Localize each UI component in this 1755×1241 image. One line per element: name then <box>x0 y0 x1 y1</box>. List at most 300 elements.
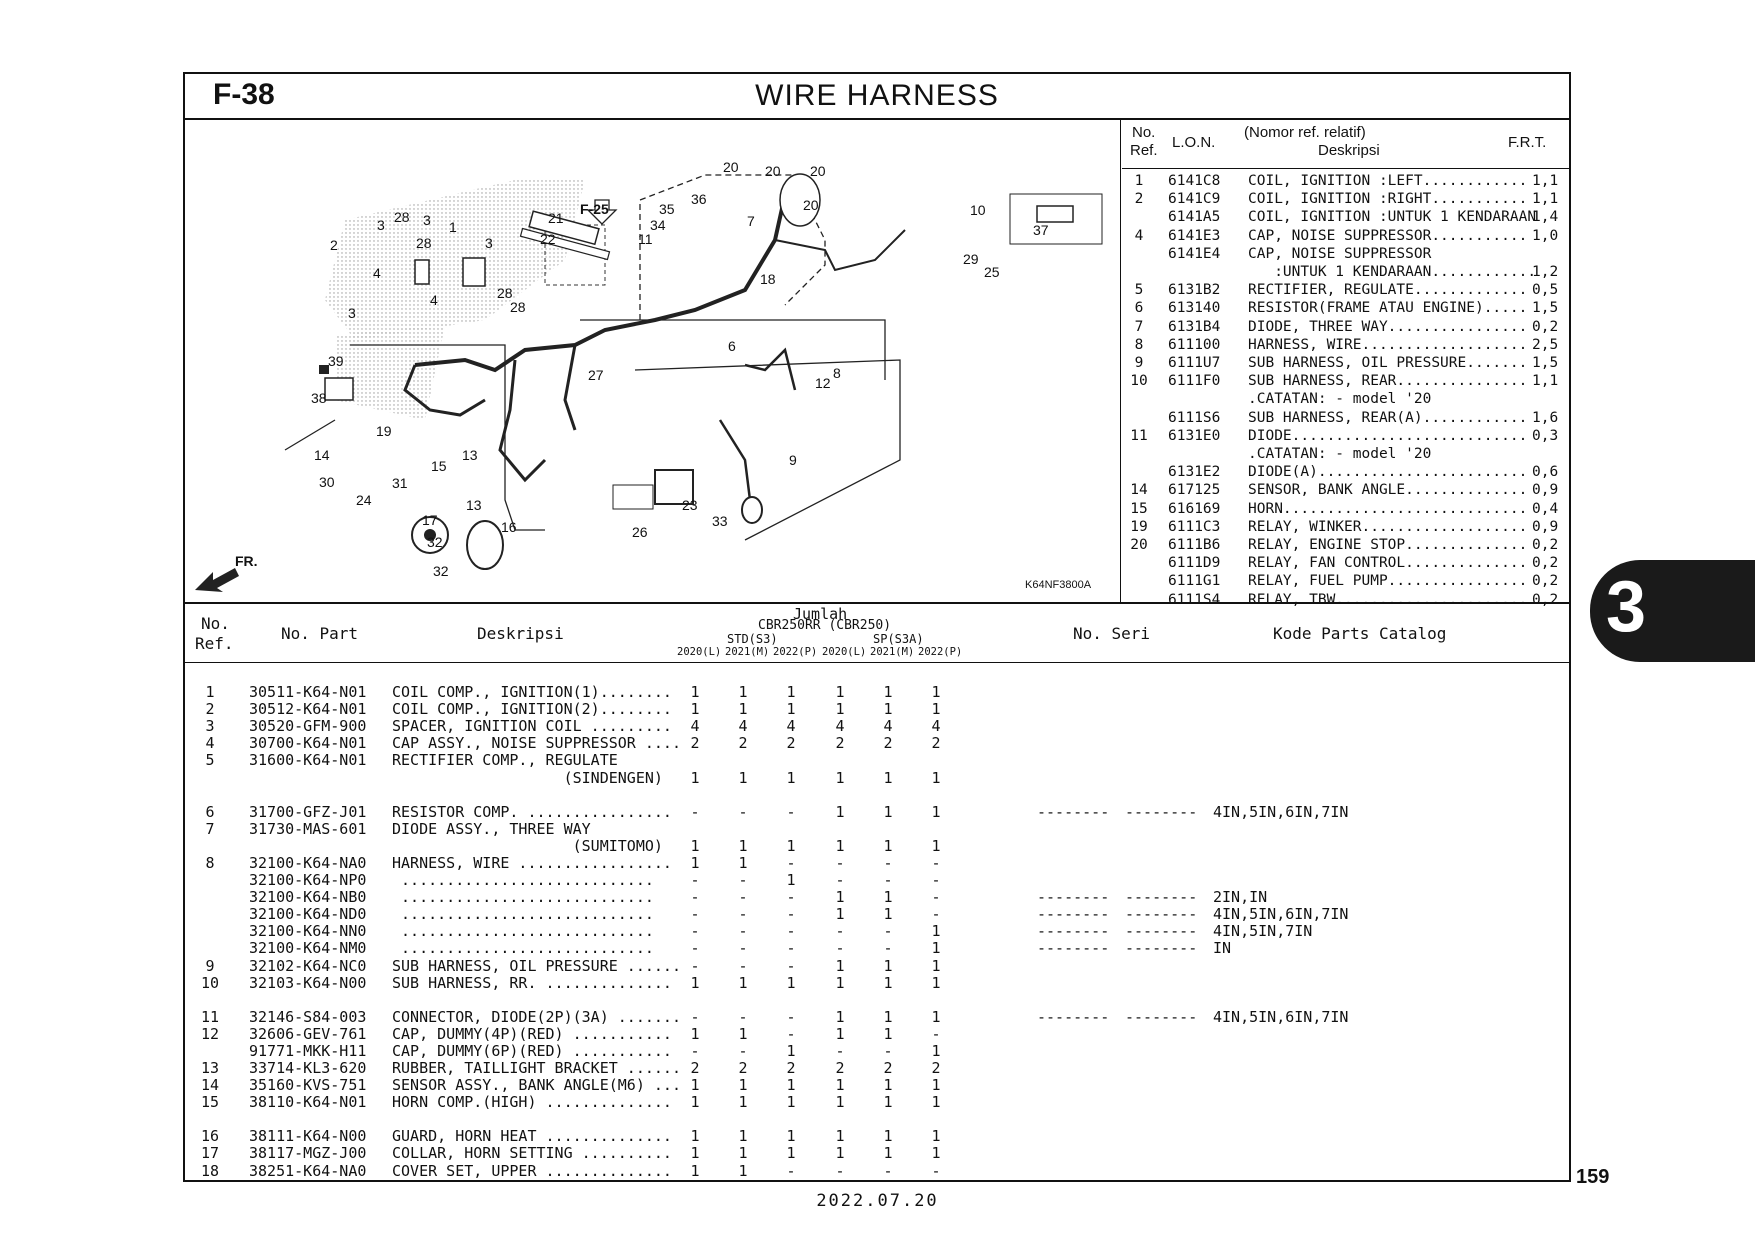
serial-to: -------- <box>1125 888 1198 907</box>
callout-label: 25 <box>984 264 1000 280</box>
table-row <box>185 752 1569 769</box>
ref-row <box>1122 390 1569 408</box>
callout-label: 11 <box>638 231 653 247</box>
part-qty: - <box>931 853 941 872</box>
part-qty: 1 <box>786 700 796 719</box>
callout-label: 16 <box>501 519 517 535</box>
ref-lon: 6111B6 <box>1168 537 1221 553</box>
part-ref-no: 4 <box>205 734 215 753</box>
table-row <box>185 940 1569 957</box>
ref-desc: RELAY, WINKER................... <box>1248 518 1528 535</box>
ref-lon: 6141C9 <box>1168 191 1221 208</box>
table-row <box>185 821 1569 838</box>
ref-row <box>1122 445 1569 463</box>
callout-label: 3 <box>348 305 356 321</box>
part-qty: 1 <box>738 700 748 719</box>
ref-desc: RELAY, ENGINE STOP.............. <box>1248 537 1528 553</box>
part-description: (SUMITOMO) <box>392 836 663 855</box>
part-qty: 1 <box>835 1127 845 1146</box>
ref-no: 15 <box>1130 500 1148 517</box>
part-qty: 1 <box>690 1076 700 1095</box>
ref-no: 5 <box>1134 282 1144 299</box>
part-number: 32606-GEV-761 <box>249 1024 367 1043</box>
part-qty: 1 <box>835 768 845 787</box>
callout-label: 26 <box>632 524 648 540</box>
table-row <box>185 1060 1569 1077</box>
part-qty: 1 <box>738 836 748 855</box>
part-qty: - <box>786 905 796 924</box>
part-qty: 1 <box>738 1144 748 1163</box>
ref-desc: .CATATAN: - model '20 <box>1248 446 1432 462</box>
part-qty: - <box>690 1007 700 1026</box>
dotted-area <box>325 180 585 340</box>
section-code: F-38 <box>213 78 275 111</box>
ref-frt: 0,2 <box>1532 318 1559 335</box>
ref-row <box>1122 299 1569 317</box>
part-qty: 1 <box>786 836 796 855</box>
part-description: ............................ <box>392 888 654 907</box>
callout-label: 6 <box>728 338 736 354</box>
part-qty: 1 <box>738 1161 748 1180</box>
diagram-code: K64NF3800A <box>1025 579 1092 591</box>
ref-desc: SUB HARNESS, OIL PRESSURE....... <box>1248 355 1528 371</box>
part-qty: 1 <box>883 1127 893 1146</box>
table-row <box>185 1026 1569 1043</box>
part-description: RESISTOR COMP. ................ <box>392 802 672 821</box>
ref-desc: RESISTOR(FRAME ATAU ENGINE)..... <box>1248 300 1528 317</box>
callout-label: 20 <box>810 163 826 179</box>
ref-row <box>1122 336 1569 354</box>
ref-row <box>1122 208 1569 226</box>
table-row <box>185 906 1569 923</box>
part-qty: 1 <box>738 683 748 701</box>
catalog-page-frame <box>183 72 1571 1182</box>
ref-desc: RELAY, FUEL PUMP................ <box>1248 573 1528 590</box>
callout-label: 17 <box>422 512 438 528</box>
ref-no: 20 <box>1130 537 1148 553</box>
ref-no: 9 <box>1134 355 1144 371</box>
part-number: 30700-K64-N01 <box>249 734 367 753</box>
ref-lon: 6111S4 <box>1168 591 1221 608</box>
page-header <box>185 74 1569 120</box>
ref-lon: 6111U7 <box>1168 355 1221 371</box>
ref-no: 6 <box>1134 300 1144 317</box>
ref-head-deskripsi: Deskripsi <box>1318 142 1380 159</box>
part-description: COLLAR, HORN SETTING .......... <box>392 1144 672 1163</box>
part-qty: 1 <box>690 700 700 719</box>
sub-harness-9 <box>745 350 795 390</box>
part-ref-no: 3 <box>205 717 215 736</box>
horn-guard <box>467 521 503 569</box>
ref-row <box>1122 372 1569 390</box>
ref-lon: 6141A5 <box>1168 209 1221 226</box>
part-number: 31600-K64-N01 <box>249 751 367 770</box>
part-description: HARNESS, WIRE ................. <box>392 853 672 872</box>
part-qty: - <box>738 888 748 907</box>
ref-frt: 0,2 <box>1532 555 1559 572</box>
part-ref-no: 7 <box>205 819 215 838</box>
ref-frt: 0,9 <box>1532 518 1559 535</box>
serial-to: -------- <box>1125 802 1198 821</box>
ref-no: 14 <box>1130 482 1148 499</box>
part-qty: - <box>690 802 700 821</box>
callout-label: 28 <box>510 299 526 315</box>
ref-frt: 1,1 <box>1532 173 1559 189</box>
ref-desc: DIODE........................... <box>1248 427 1528 444</box>
callout-label: F-25 <box>580 201 609 217</box>
part-qty: 1 <box>883 700 893 719</box>
part-description: COIL COMP., IGNITION(2)........ <box>392 700 672 719</box>
ref-frt: 1,1 <box>1532 373 1559 390</box>
callout-label: 29 <box>963 251 979 267</box>
table-row <box>185 1128 1569 1145</box>
part-description: SUB HARNESS, OIL PRESSURE ...... <box>392 956 681 975</box>
ref-row <box>1122 172 1569 190</box>
ref-head-nomor: (Nomor ref. relatif) <box>1244 124 1366 141</box>
part-qty: - <box>835 1041 845 1060</box>
ref-frt: 1,5 <box>1532 355 1559 371</box>
table-row <box>185 1145 1569 1162</box>
ref-row <box>1122 245 1569 263</box>
part-description: CAP, DUMMY(6P)(RED) ........... <box>392 1041 672 1060</box>
part-ref-no: 16 <box>200 1127 220 1146</box>
harness-branch <box>565 345 575 430</box>
exploded-diagram <box>185 120 1121 602</box>
part-qty: 1 <box>883 973 893 992</box>
part-qty: 1 <box>690 836 700 855</box>
table-row <box>185 838 1569 855</box>
ref-desc: COIL, IGNITION :RIGHT........... <box>1248 191 1528 208</box>
part-qty: 1 <box>883 888 893 907</box>
part-description: (SINDENGEN) <box>392 768 663 787</box>
ref-desc: COIL, IGNITION :UNTUK 1 KENDARAAN <box>1248 209 1537 226</box>
part-qty: 1 <box>690 768 700 787</box>
part-qty: - <box>786 956 796 975</box>
part-qty: - <box>786 853 796 872</box>
part-qty: - <box>738 956 748 975</box>
chapter-tab <box>1590 560 1755 662</box>
wire-harness-diagram <box>185 120 1120 602</box>
part-qty: 1 <box>883 768 893 787</box>
part-qty: 1 <box>835 1093 845 1112</box>
part-qty: 1 <box>690 1127 700 1146</box>
part-qty: - <box>931 1024 941 1043</box>
ref-lon: 613140 <box>1168 300 1221 317</box>
part-description: RUBBER, TAILLIGHT BRACKET ...... <box>392 1059 681 1077</box>
ref-no: 8 <box>1134 336 1144 353</box>
part-qty: 1 <box>786 1041 796 1060</box>
ref-row <box>1122 463 1569 481</box>
callout-label: 20 <box>803 197 819 213</box>
part-qty: - <box>786 1024 796 1043</box>
ref-frt: 0,3 <box>1532 427 1559 444</box>
part-qty: - <box>883 871 893 889</box>
part-qty: 2 <box>786 734 796 753</box>
table-row <box>185 684 1569 701</box>
part-ref-no: 15 <box>200 1093 220 1112</box>
ref-lon: 617125 <box>1168 482 1221 499</box>
callout-label: 22 <box>540 231 556 247</box>
callout-label: 12 <box>815 375 831 391</box>
parts-head-year-5: 2021(M) <box>870 646 915 658</box>
ref-no: 10 <box>1130 373 1148 390</box>
table-row <box>185 923 1569 940</box>
part-qty: 1 <box>835 1007 845 1026</box>
part-qty: - <box>690 871 700 889</box>
table-row <box>185 1009 1569 1026</box>
ref-frt: 0,5 <box>1532 282 1559 299</box>
ref-frt: 0,2 <box>1532 537 1559 553</box>
parts-head-std: STD(S3) <box>727 632 778 646</box>
table-row <box>185 735 1569 752</box>
callout-label: 7 <box>747 213 755 229</box>
part-description: ............................ <box>392 871 654 889</box>
sub-harness-9-tail <box>720 420 750 500</box>
part-number: 33714-KL3-620 <box>249 1059 367 1077</box>
part-qty: 2 <box>690 734 700 753</box>
part-qty: - <box>835 871 845 889</box>
ref-desc: RELAY, FAN CONTROL.............. <box>1248 555 1528 572</box>
part-qty: 2 <box>738 734 748 753</box>
part-number: 38117-MGZ-J00 <box>249 1144 367 1163</box>
callout-label: 32 <box>427 534 443 550</box>
chapter-number: 3 <box>1606 567 1647 647</box>
part-qty: - <box>738 905 748 924</box>
ref-row <box>1122 536 1569 554</box>
ref-head-frt: F.R.T. <box>1508 134 1547 151</box>
part-qty: 1 <box>690 683 700 701</box>
part-qty: 1 <box>690 1161 700 1180</box>
part-qty: - <box>883 922 893 941</box>
part-qty: 1 <box>931 1093 941 1112</box>
ref-lon: 6141E4 <box>1168 245 1221 262</box>
part-qty: - <box>786 922 796 941</box>
part-qty: 1 <box>738 1127 748 1146</box>
ref-frt: 1,5 <box>1532 300 1559 317</box>
ref-lon: 6131B4 <box>1168 318 1221 335</box>
part-qty: 1 <box>738 1024 748 1043</box>
ref-desc: :UNTUK 1 KENDARAAN............ <box>1248 264 1537 280</box>
part-qty: 2 <box>931 734 941 753</box>
callout-label: 38 <box>311 390 327 406</box>
part-qty: 1 <box>931 836 941 855</box>
part-qty: 2 <box>931 1059 941 1077</box>
part-number: 32100-K64-NM0 <box>249 939 367 958</box>
ref-no: 11 <box>1130 427 1148 444</box>
part-qty: 1 <box>931 802 941 821</box>
part-qty: 1 <box>931 683 941 701</box>
ref-lon: 6111G1 <box>1168 573 1221 590</box>
part-ref-no: 10 <box>200 973 220 992</box>
part-qty: - <box>690 888 700 907</box>
part-ref-no: 8 <box>205 853 215 872</box>
part-description: SPACER, IGNITION COIL ......... <box>392 717 672 736</box>
ref-lon: 6141C8 <box>1168 173 1221 189</box>
catalog-code: 4IN,5IN,6IN,7IN <box>1213 802 1349 821</box>
serial-from: -------- <box>1037 888 1110 907</box>
ref-row <box>1122 500 1569 518</box>
ref-frt: 1,0 <box>1532 227 1559 244</box>
callout-label: 21 <box>548 210 564 226</box>
part-qty: 1 <box>835 683 845 701</box>
sub-harness-10 <box>775 230 905 270</box>
part-qty: 1 <box>931 768 941 787</box>
ref-lon: 6111C3 <box>1168 518 1221 535</box>
part-qty: 2 <box>835 1059 845 1077</box>
part-qty: 4 <box>883 717 893 736</box>
ref-desc: HARNESS, WIRE................... <box>1248 336 1528 353</box>
callout-label: 4 <box>430 292 438 308</box>
part-qty: - <box>690 956 700 975</box>
ref-lon: 6141E3 <box>1168 227 1221 244</box>
part-qty: - <box>835 1161 845 1180</box>
part-qty: - <box>883 1161 893 1180</box>
callout-label: 18 <box>760 271 776 287</box>
part-qty: 1 <box>931 973 941 992</box>
part-qty: 2 <box>835 734 845 753</box>
parts-head-sp: SP(S3A) <box>873 632 924 646</box>
ref-desc: RELAY, TBW...................... <box>1248 591 1528 608</box>
ref-no: 19 <box>1130 518 1148 535</box>
catalog-code: 4IN,5IN,7IN <box>1213 922 1313 941</box>
ref-row <box>1122 518 1569 536</box>
part-qty: 1 <box>835 802 845 821</box>
part-qty: 1 <box>931 1076 941 1095</box>
part-qty: 1 <box>835 1076 845 1095</box>
callout-label: 13 <box>462 447 478 463</box>
part-description: HORN COMP.(HIGH) .............. <box>392 1093 672 1112</box>
callout-label: 10 <box>970 202 986 218</box>
part-qty: 1 <box>931 700 941 719</box>
part-description: COVER SET, UPPER .............. <box>392 1161 672 1180</box>
parts-table-header <box>185 602 1569 663</box>
ref-desc: SENSOR, BANK ANGLE.............. <box>1248 482 1528 499</box>
ref-no: 1 <box>1134 173 1144 189</box>
callout-label: 37 <box>1033 222 1049 238</box>
part-ref-no: 17 <box>200 1144 220 1163</box>
part-number: 32102-K64-NC0 <box>249 956 367 975</box>
part-qty: 1 <box>883 1144 893 1163</box>
part-qty: 2 <box>786 1059 796 1077</box>
part-ref-no: 9 <box>205 956 215 975</box>
part-qty: - <box>786 939 796 958</box>
ref-no: 7 <box>1134 318 1144 335</box>
ref-head-ref: Ref. <box>1130 142 1158 159</box>
page-title: WIRE HARNESS <box>755 79 999 112</box>
ref-row <box>1122 318 1569 336</box>
part-number: 91771-MKK-H11 <box>249 1041 367 1060</box>
ref-row <box>1122 354 1569 372</box>
ref-desc: HORN............................ <box>1248 500 1528 517</box>
part-qty: 1 <box>835 973 845 992</box>
catalog-code: 4IN,5IN,6IN,7IN <box>1213 1007 1349 1026</box>
part-number: 30520-GFM-900 <box>249 717 367 736</box>
table-row <box>185 889 1569 906</box>
ref-desc: CAP, NOISE SUPPRESSOR........... <box>1248 227 1528 244</box>
ref-frt: 0,2 <box>1532 573 1559 590</box>
parts-table-body <box>185 662 1569 1182</box>
part-ref-no: 6 <box>205 802 215 821</box>
part-qty: 1 <box>883 956 893 975</box>
part-qty: 1 <box>931 1127 941 1146</box>
callout-label: 39 <box>328 353 344 369</box>
parts-head-year-3: 2022(P) <box>773 646 818 658</box>
part-description: COIL COMP., IGNITION(1)........ <box>392 683 672 701</box>
diode-37 <box>1037 206 1073 222</box>
callout-label: 32 <box>433 563 449 579</box>
table-row <box>185 872 1569 889</box>
part-description: RECTIFIER COMP., REGULATE <box>392 751 618 770</box>
part-ref-no: 13 <box>200 1059 220 1077</box>
parts-head-ref: Ref. <box>195 634 234 653</box>
part-ref-no: 5 <box>205 751 215 770</box>
callout-label: 30 <box>319 474 335 490</box>
part-qty: 1 <box>835 905 845 924</box>
ref-lon: 6111D9 <box>1168 555 1221 572</box>
part-description: CAP, DUMMY(4P)(RED) ........... <box>392 1024 672 1043</box>
part-qty: - <box>835 853 845 872</box>
part-description: ............................ <box>392 905 654 924</box>
ref-desc: DIODE, THREE WAY................ <box>1248 318 1528 335</box>
parts-head-year-2: 2021(M) <box>725 646 770 658</box>
part-qty: 1 <box>786 683 796 701</box>
parts-head-model: CBR250RR (CBR250) <box>758 618 892 633</box>
ref-no: 4 <box>1134 227 1144 244</box>
callout-label: 8 <box>833 365 841 381</box>
table-row <box>185 855 1569 872</box>
catalog-code: IN <box>1213 939 1232 958</box>
part-description: SENSOR ASSY., BANK ANGLE(M6) ... <box>392 1076 681 1095</box>
part-ref-no: 14 <box>200 1076 220 1095</box>
callout-label: 23 <box>682 497 698 513</box>
ref-lon: 616169 <box>1168 500 1221 517</box>
table-row <box>185 804 1569 821</box>
serial-to: -------- <box>1125 939 1198 958</box>
ref-frt: 0,4 <box>1532 500 1559 517</box>
table-row <box>185 975 1569 992</box>
callout-label: 4 <box>373 265 381 281</box>
part-number: 38110-K64-N01 <box>249 1093 367 1112</box>
part-number: 30512-K64-N01 <box>249 700 367 719</box>
ref-lon: 6111S6 <box>1168 409 1221 426</box>
table-row <box>185 1077 1569 1094</box>
ref-row <box>1122 227 1569 245</box>
serial-from: -------- <box>1037 1007 1110 1026</box>
part-qty: - <box>738 939 748 958</box>
part-description: SUB HARNESS, RR. .............. <box>392 973 672 992</box>
part-qty: 1 <box>835 700 845 719</box>
part-qty: 1 <box>786 768 796 787</box>
part-qty: 1 <box>690 1024 700 1043</box>
part-description: CONNECTOR, DIODE(2P)(3A) ....... <box>392 1007 681 1026</box>
part-qty: 1 <box>931 1007 941 1026</box>
callout-label: 15 <box>431 458 447 474</box>
ref-row <box>1122 427 1569 445</box>
ref-row <box>1122 409 1569 427</box>
footer-date: 2022.07.20 <box>816 1191 939 1211</box>
leader-line <box>285 420 335 450</box>
part-qty: 4 <box>835 717 845 736</box>
ref-lon: 6131E2 <box>1168 464 1221 481</box>
table-row <box>185 1163 1569 1180</box>
ref-row <box>1122 572 1569 590</box>
table-row <box>185 1094 1569 1111</box>
ref-table-body <box>1122 170 1569 608</box>
part-number: 32146-S84-003 <box>249 1007 367 1026</box>
table-row <box>185 770 1569 787</box>
part-qty: 1 <box>786 1076 796 1095</box>
callout-label: 28 <box>394 209 410 225</box>
